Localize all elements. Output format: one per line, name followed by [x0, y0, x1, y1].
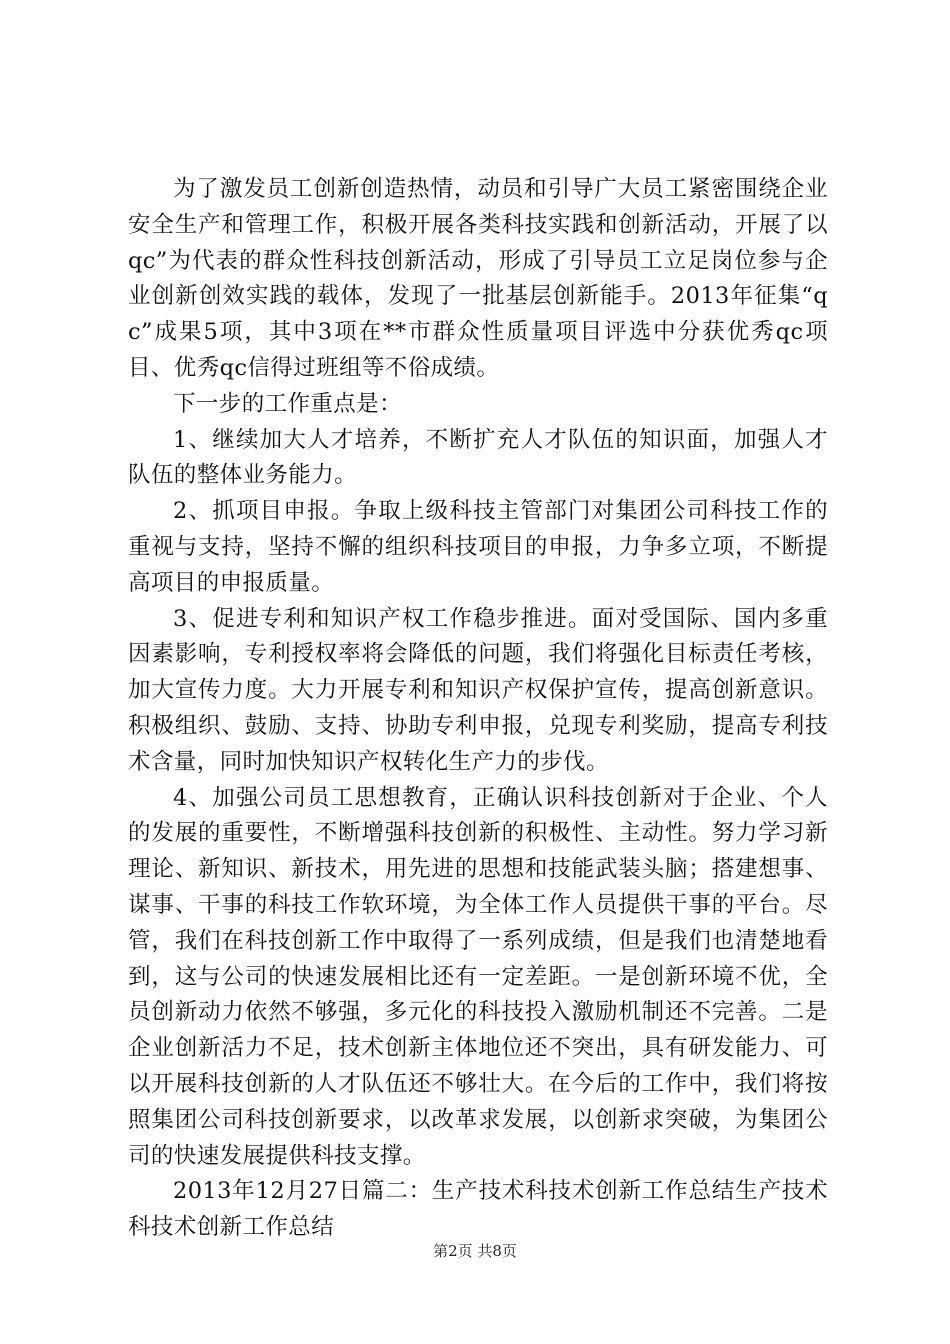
page-footer — [0, 1241, 950, 1261]
paragraph-date-and-next-title: 2013年12月27日篇二：生产技术科技术创新工作总结生产技术科技术创新工作总结 — [128, 1178, 828, 1241]
paragraph-item-4: 4、加强公司员工思想教育，正确认识科技创新对于企业、个人的发展的重要性，不断增强科技创新的积极性、主动性。努力学习新理论、新知识、新技术，用先进的思想和技能武装头脑；搭建想事、谋事、干事的科技工作软环境，为全体工作人员提供干事的平台。尽管，我们在科技创新工作中取得了一系列成绩，但是我们也清楚地看到，这与公司的快速发展相比还有一定差距。一是创新环境不优，全员创新动力依然不够强，多元化的科技投入激励机制还不完善。二是企业创新活力不足，技术创新主体地位还不突出，具有研发能力、可以开展科技创新的人才队伍还不够壮大。在今后的工作中，我们将按照集团公司科技创新要求，以改革求发展，以创新求突破，为集团公司的快速发展提供科技支撑。 — [128, 784, 828, 1169]
paragraph-item-1: 1、继续加大人才培养，不断扩充人才队伍的知识面，加强人才队伍的整体业务能力。 — [128, 426, 828, 489]
paragraph-qc-activities: 为了激发员工创新创造热情，动员和引导广大员工紧密围绕企业安全生产和管理工作，积极开展各类科技实践和创新活动，开展了以qc”为代表的群众性科技创新活动，形成了引导员工立足岗位参与企业创新创效实践的载体，发现了一批基层创新能手。2013年征集“qc”成果5项，其中3项在**市群众性质量项目评选中分获优秀qc项目、优秀qc信得过班组等不俗成绩。 — [128, 176, 828, 381]
page-number: 第2页 共8页 — [433, 1242, 517, 1260]
paragraph-item-3: 3、促进专利和知识产权工作稳步推进。面对受国际、国内多重因素影响，专利授权率将会降低的问题，我们将强化目标责任考核，加大宣传力度。大力开展专利和知识产权保护宣传，提高创新意识。积极组织、鼓励、支持、协助专利申报，兑现专利奖励，提高专利技术含量，同时加快知识产权转化生产力的步伐。 — [128, 605, 828, 775]
paragraph-next-steps-heading: 下一步的工作重点是： — [173, 390, 403, 417]
document-body — [128, 172, 828, 1246]
paragraph-item-2: 2、抓项目申报。争取上级科技主管部门对集团公司科技工作的重视与支持，坚持不懈的组织科技项目的申报，力争多立项，不断提高项目的申报质量。 — [128, 498, 828, 596]
